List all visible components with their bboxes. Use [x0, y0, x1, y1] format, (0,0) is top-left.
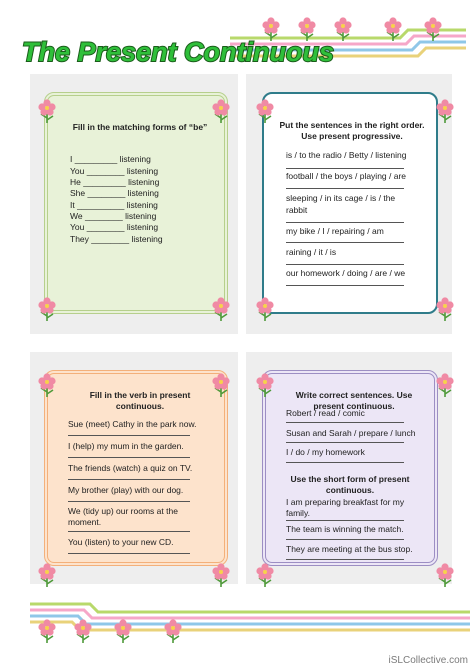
- be-line[interactable]: It __________ listening: [70, 200, 158, 210]
- fill-verb-item: You (listen) to your new CD.: [68, 537, 174, 547]
- flower-icon: [432, 372, 458, 398]
- flower-icon: [330, 16, 356, 42]
- watermark: iSLCollective.com: [388, 655, 468, 666]
- answer-line[interactable]: [286, 188, 404, 189]
- answer-line[interactable]: [286, 242, 404, 243]
- answer-line[interactable]: [286, 285, 404, 286]
- flower-icon: [208, 296, 234, 322]
- fill-verb-item: I (help) my mum in the garden.: [68, 441, 184, 451]
- answer-line[interactable]: [68, 531, 190, 532]
- flower-icon: [252, 98, 278, 124]
- flower-icon: [70, 618, 96, 644]
- flower-icon: [432, 296, 458, 322]
- fill-verb-item: The friends (watch) a quiz on TV.: [68, 463, 193, 473]
- flower-icon: [208, 98, 234, 124]
- flower-icon: [34, 562, 60, 588]
- answer-line[interactable]: [286, 168, 404, 169]
- card-be-forms-heading: Fill in the matching forms of “be”: [72, 122, 208, 132]
- answer-line[interactable]: [68, 553, 190, 554]
- answer-line[interactable]: [68, 435, 190, 436]
- flower-icon: [432, 98, 458, 124]
- word-order-item: football / the boys / playing / are: [286, 171, 407, 181]
- flower-icon: [252, 562, 278, 588]
- write-item: I / do / my homework: [286, 447, 365, 457]
- fill-verb-item: My brother (play) with our dog.: [68, 485, 184, 495]
- answer-line[interactable]: [286, 520, 404, 521]
- word-order-item: sleeping / in its cage / is / the: [286, 193, 396, 203]
- flower-icon: [34, 98, 60, 124]
- word-order-item: raining / it / is: [286, 247, 337, 257]
- flower-icon: [208, 372, 234, 398]
- be-line[interactable]: She ________ listening: [70, 188, 159, 198]
- answer-line[interactable]: [286, 462, 404, 463]
- flower-icon: [380, 16, 406, 42]
- flower-icon: [160, 618, 186, 644]
- flower-icon: [420, 16, 446, 42]
- word-order-item: is / to the radio / Betty / listening: [286, 150, 407, 160]
- decorative-stripes-bottom: [30, 600, 470, 650]
- write-item: Robert / read / comic: [286, 408, 365, 418]
- short-form-heading: Use the short form of present continuous.: [290, 474, 410, 495]
- answer-line[interactable]: [286, 422, 404, 423]
- be-line[interactable]: You ________ listening: [70, 222, 159, 232]
- short-form-item: The team is winning the match.: [286, 524, 404, 534]
- be-line[interactable]: We ________ listening: [70, 211, 157, 221]
- write-item: Susan and Sarah / prepare / lunch: [286, 428, 416, 438]
- be-line[interactable]: You ________ listening: [70, 166, 159, 176]
- flower-icon: [252, 296, 278, 322]
- flower-icon: [208, 562, 234, 588]
- fill-verb-item: moment.: [68, 517, 102, 527]
- flower-icon: [34, 296, 60, 322]
- flower-icon: [258, 16, 284, 42]
- svg-text:The Present Continuous: The Present Continuous: [22, 37, 335, 67]
- answer-line[interactable]: [286, 559, 404, 560]
- flower-icon: [432, 562, 458, 588]
- card-write-sentences-heading: Write correct sentences. Use present continuous.: [295, 390, 413, 411]
- fill-verb-item: Sue (meet) Cathy in the park now.: [68, 419, 197, 429]
- short-form-item: family.: [286, 508, 310, 518]
- flower-icon: [252, 372, 278, 398]
- card-fill-verb-heading: Fill in the verb in present continuous.: [89, 390, 191, 411]
- answer-line[interactable]: [286, 222, 404, 223]
- short-form-item: I am preparing breakfast for my: [286, 497, 405, 507]
- be-line[interactable]: They ________ listening: [70, 234, 163, 244]
- flower-icon: [294, 16, 320, 42]
- be-line[interactable]: He _________ listening: [70, 177, 160, 187]
- short-form-item: They are meeting at the bus stop.: [286, 544, 413, 554]
- flower-icon: [110, 618, 136, 644]
- worksheet-title: [18, 28, 335, 72]
- word-order-item: rabbit: [286, 205, 308, 215]
- card-write-sentences: [262, 370, 438, 566]
- answer-line[interactable]: [286, 264, 404, 265]
- answer-line[interactable]: [286, 442, 404, 443]
- answer-line[interactable]: [68, 501, 190, 502]
- answer-line[interactable]: [68, 479, 190, 480]
- flower-icon: [34, 618, 60, 644]
- be-line[interactable]: I _________ listening: [70, 154, 151, 164]
- word-order-item: my bike / I / repairing / am: [286, 226, 384, 236]
- card-word-order-heading: Put the sentences in the right order. Use present progressive.: [279, 120, 425, 141]
- fill-verb-item: We (tidy up) our rooms at the: [68, 506, 178, 516]
- flower-icon: [34, 372, 60, 398]
- word-order-item: our homework / doing / are / we: [286, 268, 406, 278]
- answer-line[interactable]: [286, 539, 404, 540]
- answer-line[interactable]: [68, 457, 190, 458]
